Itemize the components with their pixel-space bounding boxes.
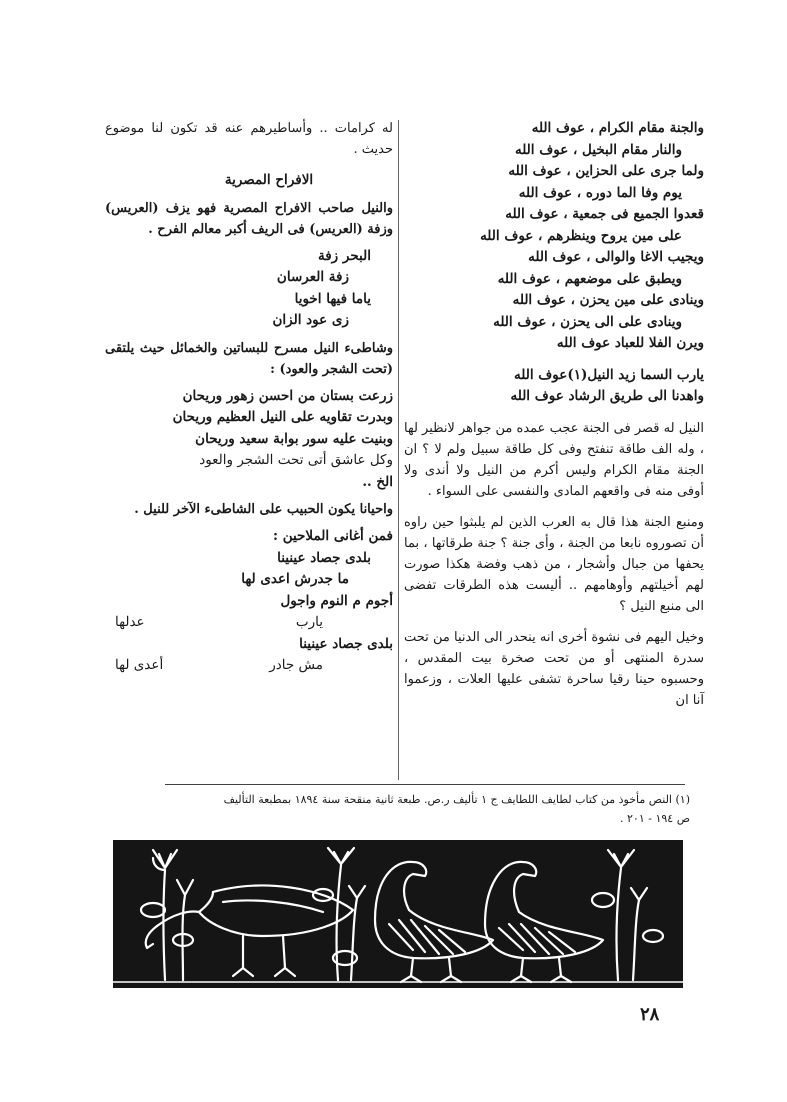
footnote [150,790,690,828]
paragraph-beloved: واحيانا يكون الحبيب على الشاطىء الآخر للنيل . [134,502,393,517]
song-line: بلدى جصاد عينينا [299,635,393,652]
paragraph-nile-palace: النيل له قصر فى الجنة عجب عمده من جواهر لانظير لها ، وله الف طاقة تنفتح وفى كل طاقة سبيل ولم لا ؟ ان الجنة مقام الكرام وليس أكرم من النيل ولا أندى ولا أوفى منه فى واقعهم المادى والنفسى على السواء . [404,420,704,499]
footnote-line: ص ١٩٤ - ٢٠١ . [620,812,690,825]
song-word: أعدى لها [115,657,164,673]
verse-line: يارب السما زيد النيل(١)عوف الله [514,366,704,383]
footnote-line: (١) النص مأخوذ من كتاب لطايف اللطايف ج ١ تأليف ر.ص. طبعة ثانية منقحة سنة ١٨٩٤ بمطبعة التأليف [223,793,690,806]
song-line-split [105,612,393,634]
section-heading: الافراح المصرية [224,172,314,188]
zaffa-line: زفة العرسان [276,269,349,285]
verse-line: ولما جرى على الحزاين ، عوف الله [508,163,704,179]
verse-line: على مين يروح وينظرهم ، عوف الله [480,227,682,244]
verse-line: ويطبق على موضعهم ، عوف الله [497,270,682,287]
verse-line: والنار مقام البخيل ، عوف الله [514,141,682,158]
lotus-plant-icon [141,850,193,980]
paragraph-shore: وشاطىء النيل مسرح للبساتين والخمائل حيث يلتقى (تحت الشجر والعود) : [105,340,393,377]
verse-line: ويجيب الاغا والوالى ، عوف الله [528,249,704,265]
paragraph-intro: له كرامات .. وأساطيرهم عنه قد تكون لنا موضوع حديث . [105,121,393,157]
song-word: مش جادر [269,657,323,673]
song-word: يارب [295,614,323,630]
song-line: أجوم م النوم واجول [280,592,393,609]
footnote-rule [165,784,685,785]
zaffa-line: البحر زفة [317,247,371,264]
sailors-heading: فمن أغانى الملاحين : [273,528,393,544]
paragraph-nile-source: ومنبع الجنة هذا قال به العرب الذين لم يلبثوا حين راوه أن تصوروه نابعا من الجنة ، وأى جنة ؟ جنة طرقاتها ، بما يحفها من جبال وأشجار ، من ذهب وفضة هكذا صورت لهم أخيلتهم وأوهامهم .. أليست هذه الطرقات تفضى الى منبع النيل ؟ [404,514,704,614]
verse-line: يوم وفا الما دوره ، عوف الله [518,184,682,201]
verse-line: والجنة مقام الكرام ، عوف الله [531,120,704,136]
left-column [105,118,393,677]
right-column [404,118,704,711]
verse-line: قعدوا الجميع فى جمعية ، عوف الله [505,206,704,222]
garden-line: وبدرت تقاويه على النيل العظيم وريحان [172,409,393,425]
song-line-split [105,655,393,677]
song-line: بلدى جصاد عينينا [277,549,371,566]
paragraph-wedding: والنيل صاحب الافراح المصرية فهو يزف (العريس) وزفة (العريس) فى الريف أكبر معالم الفرح . [105,200,393,237]
goose-icon [146,886,353,976]
garden-line: زرعت بستان من احسن زهور وريحان [182,387,393,404]
goose-icon [485,862,603,982]
zaffa-line: زى عود الزان [272,312,349,328]
lovers-etc: الخ .. [362,473,393,490]
verse-line: واهدنا الى طريق الرشاد عوف الله [510,388,704,404]
verse-line: ويرن الفلا للعباد عوف الله [556,335,704,351]
lotus-plant-icon [313,848,365,980]
lovers-line: وكل عاشق أتى تحت الشجر والعود [199,452,393,468]
goose-icon [375,862,493,982]
song-line: ما جدرش اعدى لها [241,571,349,587]
zaffa-line: ياما فيها اخويا [294,290,371,307]
lotus-plant-icon [592,850,663,980]
song-word: عدلها [115,614,145,630]
verse-line: وينادى على مين يحزن ، عوف الله [512,292,704,308]
verse-line: وينادى على الى يحزن ، عوف الله [493,313,682,330]
column-divider [398,120,399,780]
paragraph-nile-legend: وخيل اليهم فى نشوة أخرى انه ينحدر الى الدنيا من تحت سدرة المنتهى أو من تحت صخرة بيت المقدس ، وحسبوه حينا رقيا ساحرة تشفى عليها العلات ، وزعموا آنا ان [404,629,704,708]
page-number: ٢٨ [640,1004,660,1025]
pharaonic-geese-frieze-icon [113,840,683,988]
garden-line: وبنيت عليه سور بوابة سعيد وريحان [195,430,393,447]
